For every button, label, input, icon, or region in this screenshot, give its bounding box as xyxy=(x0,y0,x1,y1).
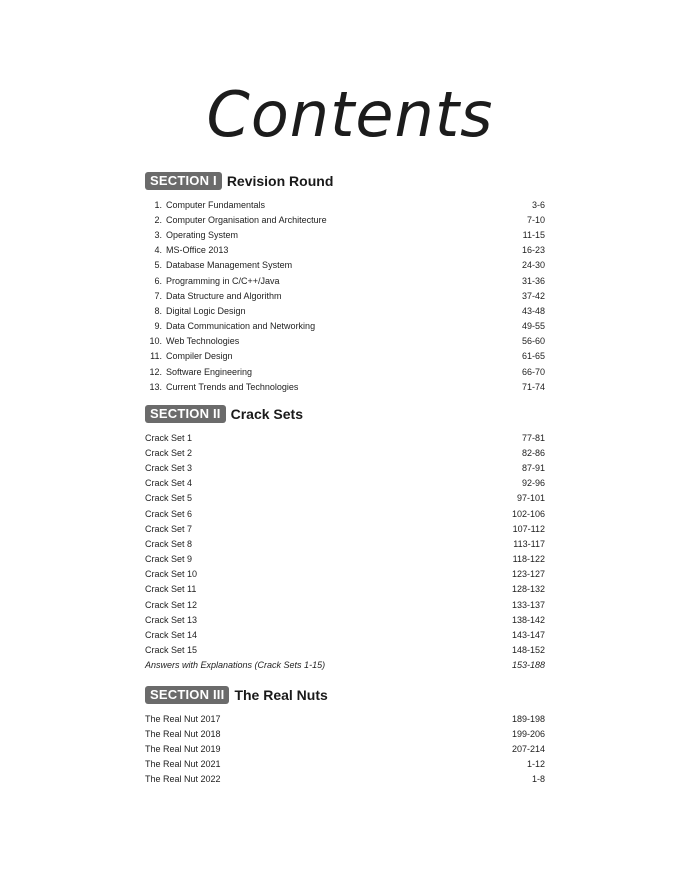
toc-entry xyxy=(145,197,545,212)
toc-entry-left xyxy=(145,463,192,473)
toc-list xyxy=(145,711,545,787)
section-crack-sets xyxy=(145,404,545,673)
toc-entry-title: Computer Organisation and Architecture xyxy=(166,214,327,225)
toc-entry-title: Crack Set 9 xyxy=(145,554,193,565)
toc-entry-number: 4. xyxy=(154,245,162,256)
toc-entry xyxy=(145,364,545,379)
toc-entry-title: Crack Set 13 xyxy=(145,614,198,625)
section-title: Crack Sets xyxy=(230,406,304,422)
toc-entry-title: The Real Nut 2022 xyxy=(145,774,221,785)
section-header xyxy=(145,171,545,191)
toc-entry-title: The Real Nut 2018 xyxy=(145,728,221,739)
toc-entry xyxy=(145,643,545,658)
toc-entry xyxy=(145,476,545,491)
toc-entry-left xyxy=(145,230,238,240)
toc-entry-left xyxy=(145,584,196,594)
toc-entry xyxy=(145,319,545,334)
toc-entry-left xyxy=(145,630,197,640)
toc-entry-left xyxy=(145,433,192,443)
toc-entry-left xyxy=(145,539,192,549)
toc-entry-pages: 43-48 xyxy=(521,305,545,316)
toc-entry-left xyxy=(145,367,252,377)
toc-list xyxy=(145,197,545,394)
toc-entry xyxy=(145,460,545,475)
toc-entry-pages: 87-91 xyxy=(521,462,545,473)
toc-entry-pages: 3-6 xyxy=(531,199,545,210)
toc-entry-pages: 113-117 xyxy=(513,538,545,549)
section-title: The Real Nuts xyxy=(234,687,328,703)
section-tag: SECTION III xyxy=(145,686,229,704)
toc-entry xyxy=(145,612,545,627)
toc-entry-left xyxy=(145,524,192,534)
toc-entry-pages: 11-15 xyxy=(522,229,545,240)
toc-entry-pages: 49-55 xyxy=(521,321,545,332)
toc-entry xyxy=(145,536,545,551)
toc-entry-number: 7. xyxy=(154,290,162,301)
toc-entry-left xyxy=(145,200,265,210)
toc-entry-left xyxy=(145,493,192,503)
toc-entry-left xyxy=(145,306,246,316)
section-header xyxy=(145,404,545,424)
toc-entry xyxy=(145,445,545,460)
toc-entry-title: Crack Set 14 xyxy=(145,630,198,641)
toc-entry-pages: 77-81 xyxy=(521,432,545,443)
toc-entry-pages: 97-101 xyxy=(516,493,545,504)
section-title: Revision Round xyxy=(226,173,334,189)
toc-entry-pages: 133-137 xyxy=(511,599,545,610)
toc-entry xyxy=(145,349,545,364)
toc-entry-left xyxy=(145,291,282,301)
toc-entry xyxy=(145,627,545,642)
toc-entry xyxy=(145,582,545,597)
toc-entry-title: Crack Set 15 xyxy=(145,645,198,656)
toc-entry-title: Crack Set 10 xyxy=(145,569,198,580)
toc-entry-title: Crack Set 4 xyxy=(145,478,193,489)
toc-entry-pages: 71-74 xyxy=(521,381,545,392)
toc-entry-left xyxy=(145,448,192,458)
toc-entry-pages: 1-8 xyxy=(531,774,545,785)
toc-entry xyxy=(145,288,545,303)
toc-entry-title: Crack Set 5 xyxy=(145,493,193,504)
toc-entry xyxy=(145,552,545,567)
toc-entry xyxy=(145,726,545,741)
toc-entry-title: Answers with Explanations (Crack Sets 1-15) xyxy=(145,660,326,671)
toc-entry-pages: 24-30 xyxy=(521,260,545,271)
toc-entry-pages: 199-206 xyxy=(511,728,545,739)
section-real-nuts xyxy=(145,685,545,787)
toc-entry-number: 3. xyxy=(154,229,162,240)
toc-entry-pages: 102-106 xyxy=(511,508,545,519)
toc-entry-pages: 92-96 xyxy=(521,478,545,489)
toc-entry-left xyxy=(145,600,197,610)
toc-entry-title: Crack Set 11 xyxy=(145,584,197,595)
toc-entry-title: Programming in C/C++/Java xyxy=(166,275,280,286)
toc-entry xyxy=(145,273,545,288)
toc-entry-title: Compiler Design xyxy=(166,351,233,362)
toc-entry xyxy=(145,757,545,772)
toc-entry-pages: 16-23 xyxy=(521,245,545,256)
toc-entry-left xyxy=(145,774,221,784)
toc-entry-number: 13. xyxy=(149,381,162,392)
toc-entry-left xyxy=(145,714,221,724)
toc-entry-pages: 61-65 xyxy=(521,351,545,362)
toc-entry-pages: 82-86 xyxy=(521,447,545,458)
toc-entry-left xyxy=(145,554,192,564)
toc-entry-left xyxy=(145,351,233,361)
section-tag: SECTION II xyxy=(145,405,226,423)
toc-entry-left xyxy=(145,645,197,655)
toc-entry-number: 11. xyxy=(150,351,162,362)
section-tag: SECTION I xyxy=(145,172,222,190)
toc-entry xyxy=(145,491,545,506)
toc-entry-title: Computer Fundamentals xyxy=(166,199,266,210)
toc-entry-title: Digital Logic Design xyxy=(166,305,246,316)
toc-entry-number: 2. xyxy=(154,214,162,225)
toc-entry-number: 10. xyxy=(149,336,162,347)
toc-entry xyxy=(145,521,545,536)
toc-entry-title: Data Communication and Networking xyxy=(166,321,316,332)
toc-entry-pages: 37-42 xyxy=(521,290,545,301)
toc-entry-title: Crack Set 12 xyxy=(145,599,198,610)
section-revision-round xyxy=(145,171,545,394)
page-title: Contents xyxy=(206,78,494,151)
toc-entry-title: Crack Set 2 xyxy=(145,447,193,458)
toc-entry xyxy=(145,772,545,787)
toc-entry-number: 1. xyxy=(154,199,162,210)
toc-entry-pages: 143-147 xyxy=(511,630,545,641)
toc-entry xyxy=(145,658,545,673)
toc-entry-pages: 148-152 xyxy=(511,645,545,656)
toc-entry xyxy=(145,227,545,242)
toc-entry-left xyxy=(145,759,221,769)
toc-entry-pages: 118-122 xyxy=(512,554,545,565)
toc-entry-left xyxy=(145,245,228,255)
toc-entry-title: Software Engineering xyxy=(166,366,253,377)
toc-entry xyxy=(145,379,545,394)
toc-entry-left xyxy=(145,382,298,392)
toc-entry-pages: 128-132 xyxy=(511,584,545,595)
toc-entry-title: Crack Set 7 xyxy=(145,523,193,534)
toc-entry xyxy=(145,597,545,612)
toc-entry xyxy=(145,303,545,318)
toc-entry-title: The Real Nut 2021 xyxy=(145,759,221,770)
toc-entry-title: Crack Set 8 xyxy=(145,538,193,549)
toc-entry-title: Data Structure and Algorithm xyxy=(166,290,282,301)
toc-entry-title: Crack Set 1 xyxy=(145,432,193,443)
toc-entry-left xyxy=(145,260,292,270)
toc-entry-pages: 107-112 xyxy=(512,523,545,534)
toc-entry-title: Web Technologies xyxy=(166,336,240,347)
toc-entry xyxy=(145,741,545,756)
toc-entry xyxy=(145,711,545,726)
toc-entry xyxy=(145,430,545,445)
toc-entry-pages: 138-142 xyxy=(511,614,545,625)
toc-entry-left xyxy=(145,321,315,331)
toc-entry-pages: 66-70 xyxy=(521,366,545,377)
toc-entry-left xyxy=(145,336,239,346)
toc-entry-pages: 153-188 xyxy=(511,660,545,671)
toc-entry xyxy=(145,243,545,258)
toc-entry xyxy=(145,506,545,521)
toc-entry-left xyxy=(145,744,221,754)
toc-entry-title: Current Trends and Technologies xyxy=(166,381,299,392)
toc-entry-pages: 123-127 xyxy=(511,569,545,580)
toc-entry-title: Operating System xyxy=(166,229,239,240)
toc-entry-title: Crack Set 6 xyxy=(145,508,193,519)
toc-entry-title: The Real Nut 2017 xyxy=(145,713,221,724)
toc-entry-left xyxy=(145,729,221,739)
toc-entry-number: 9. xyxy=(154,321,162,332)
toc-entry-left xyxy=(145,478,192,488)
toc-entry-left xyxy=(145,660,325,670)
toc-entry-pages: 7-10 xyxy=(526,214,545,225)
toc-entry-number: 8. xyxy=(154,305,162,316)
section-header xyxy=(145,685,545,705)
toc-entry xyxy=(145,567,545,582)
toc-entry-left xyxy=(145,276,280,286)
toc-entry-left xyxy=(145,509,192,519)
toc-entry-pages: 189-198 xyxy=(511,713,545,724)
toc-list xyxy=(145,430,545,673)
toc-entry-pages: 207-214 xyxy=(511,743,545,754)
toc-entry-number: 5. xyxy=(154,260,162,271)
toc-entry-title: MS-Office 2013 xyxy=(166,245,229,256)
toc-entry xyxy=(145,212,545,227)
toc-entry-pages: 1-12 xyxy=(526,759,545,770)
toc-entry xyxy=(145,334,545,349)
toc-entry-title: The Real Nut 2019 xyxy=(145,743,221,754)
toc-entry-title: Database Management System xyxy=(166,260,293,271)
toc-entry-number: 6. xyxy=(154,275,162,286)
toc-entry-left xyxy=(145,215,327,225)
toc-entry-number: 12. xyxy=(149,366,162,377)
toc-entry-title: Crack Set 3 xyxy=(145,462,193,473)
toc-entry-left xyxy=(145,569,197,579)
toc-entry xyxy=(145,258,545,273)
toc-entry-pages: 31-36 xyxy=(521,275,545,286)
toc-entry-left xyxy=(145,615,197,625)
toc-entry-pages: 56-60 xyxy=(521,336,545,347)
